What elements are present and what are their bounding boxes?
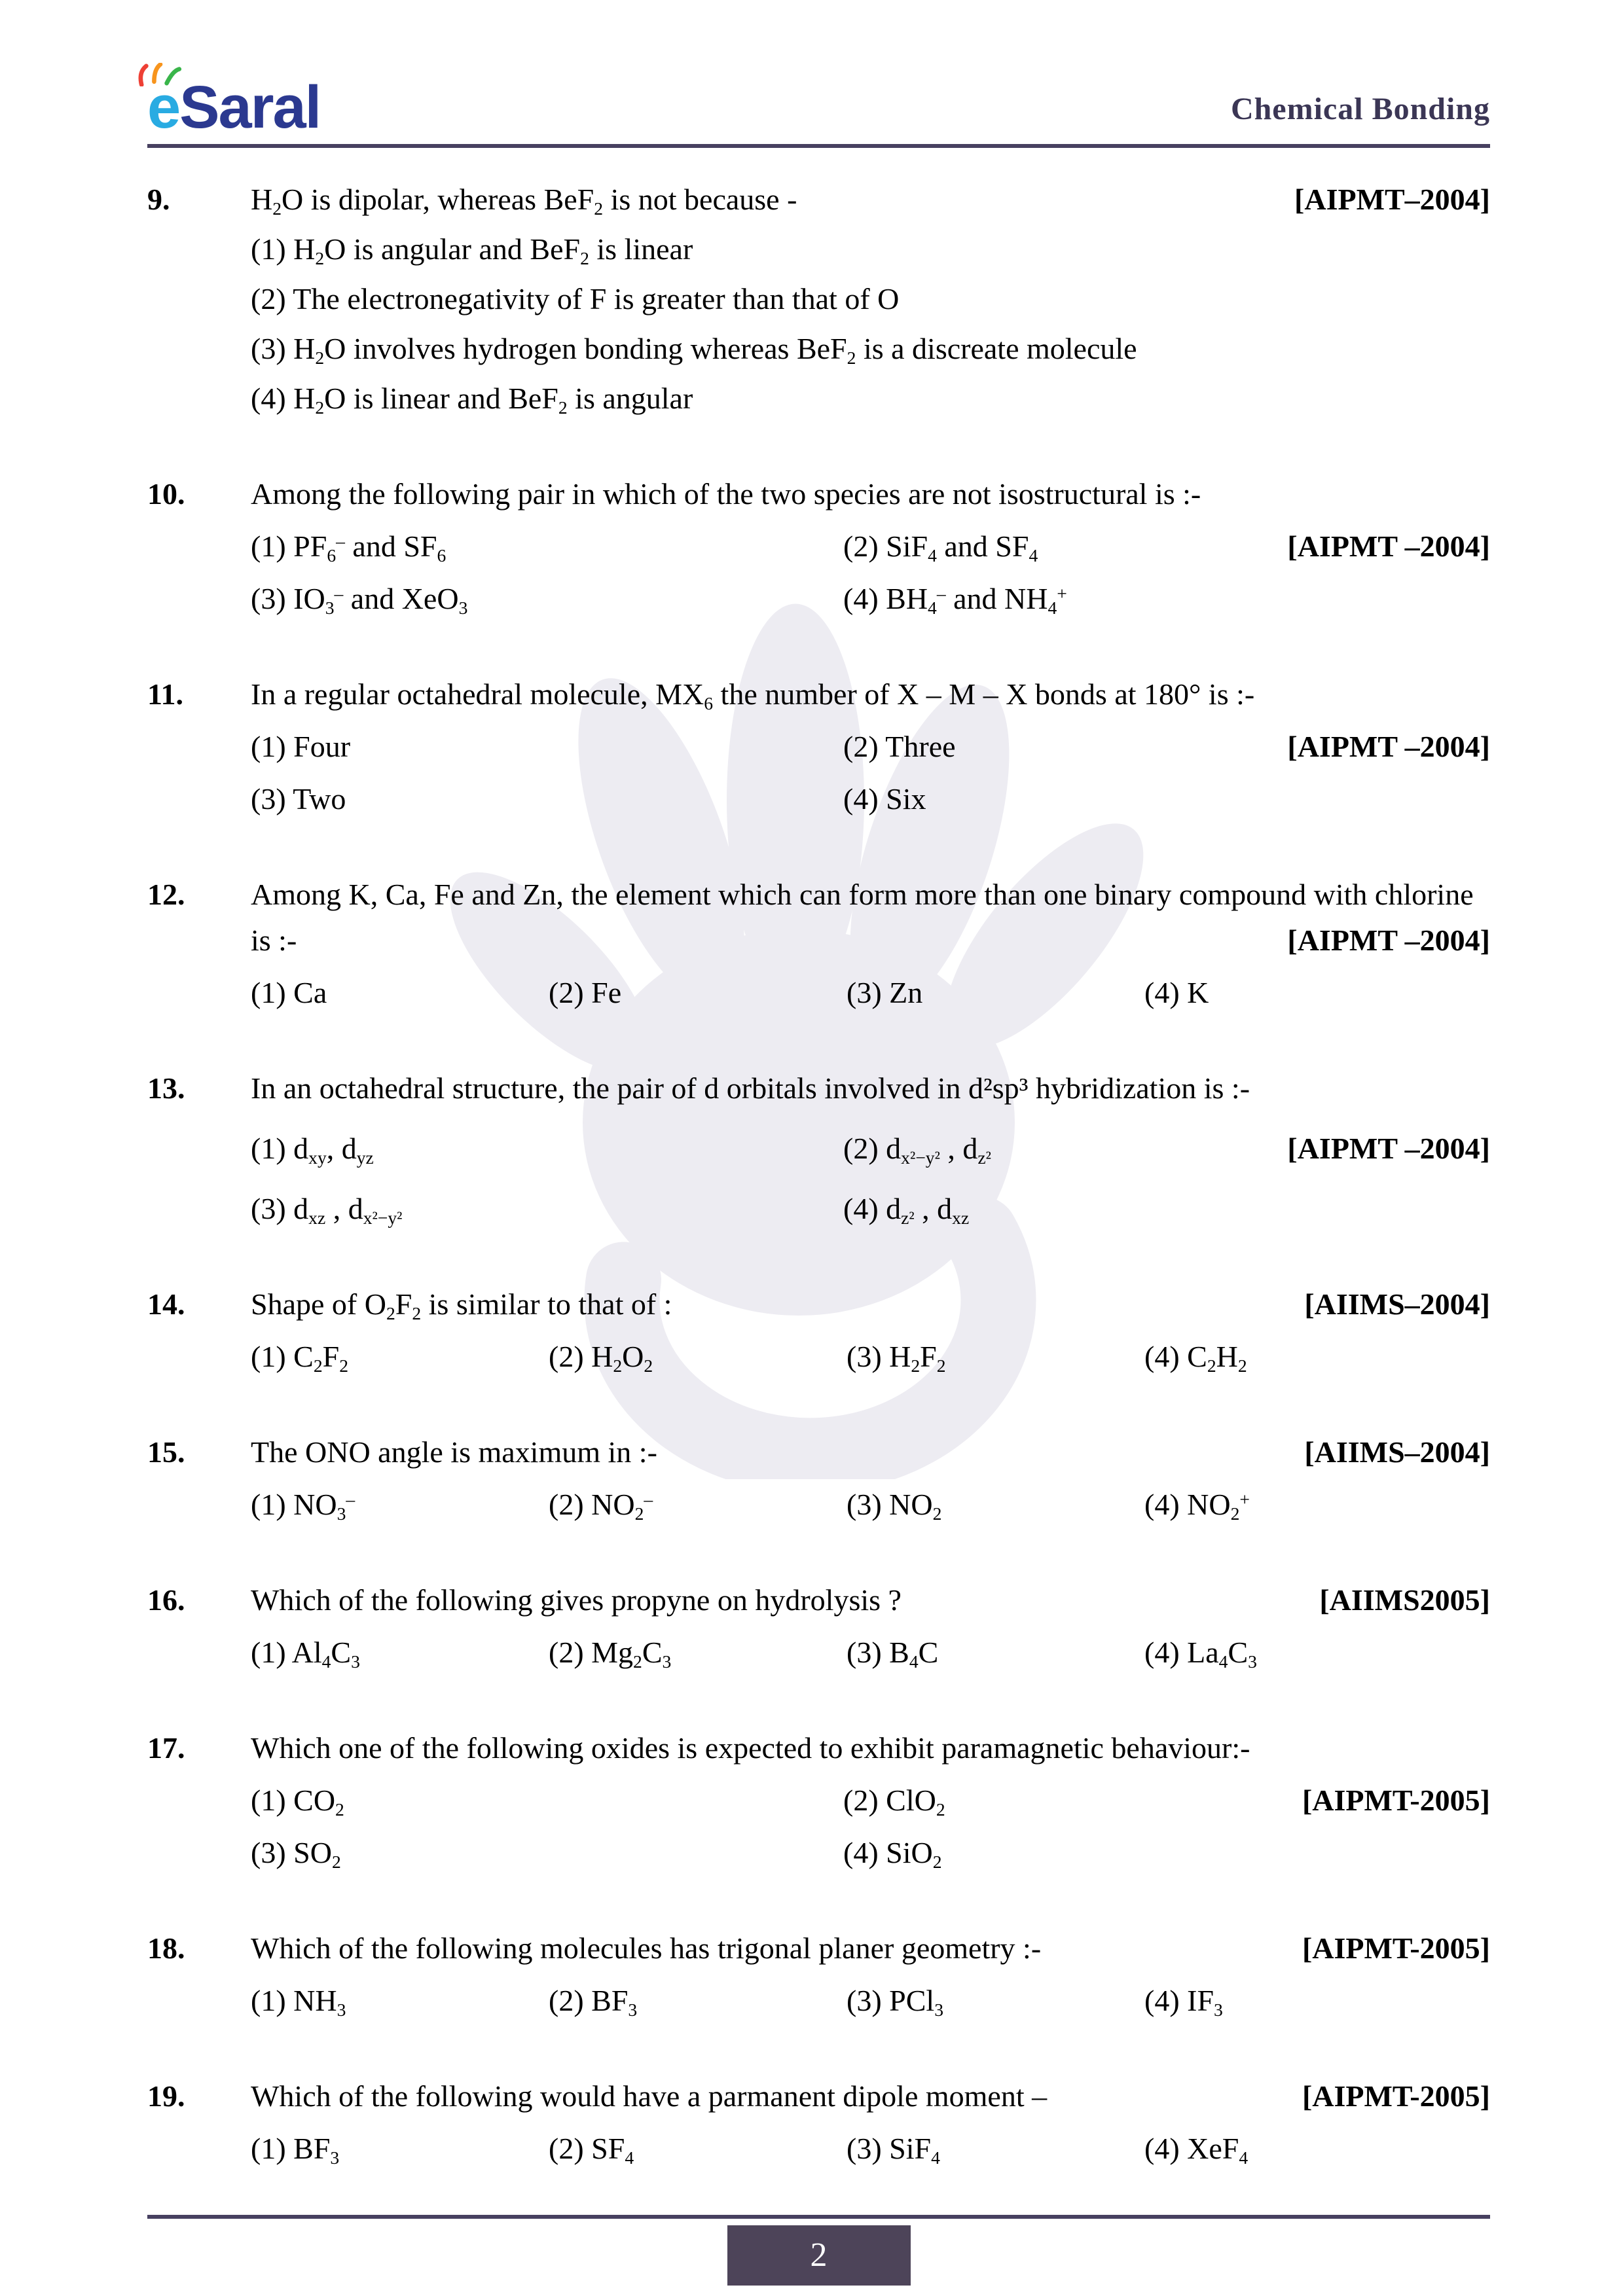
option-3: (3) $IO_3^-$ and XeO$_3$ <box>251 582 468 618</box>
question-text: The ONO angle is maximum in :- <box>251 1435 657 1469</box>
question-text: Among K, Ca, Fe and Zn, the element which can form more than one binary compound with chlorine is :- <box>251 878 1474 957</box>
exam-tag: [AIPMT–2004] <box>1294 183 1490 216</box>
exam-tag: [AIPMT –2004] <box>1287 1132 1490 1165</box>
option-4: (4) $NO_2^+$ <box>1144 1488 1250 1524</box>
options-row <box>251 1482 1490 1528</box>
question-9 <box>147 177 1490 422</box>
options-row <box>251 724 1490 770</box>
options-row <box>251 1630 1490 1676</box>
option-2: (2) $d_{x^2-y^2}$ , $d_{z^2}$ <box>843 1132 991 1168</box>
option-2: (2) SiF$_4$ and $SF_4$ <box>843 529 1038 565</box>
question-number: 16. <box>147 1583 185 1617</box>
question-text: Among the following pair in which of the two species are not isostructural is :- <box>251 477 1201 511</box>
option-3: (3) PCl$_3$ <box>847 1984 943 2020</box>
exam-tag: [AIPMT-2005] <box>1302 2079 1490 2113</box>
options-row <box>251 1186 1490 1232</box>
question-text: Which of the following would have a parmanent dipole moment – <box>251 2079 1048 2113</box>
question-number: 12. <box>147 878 185 911</box>
option-1: (1) $BF_3$ <box>251 2132 340 2168</box>
footer-divider <box>147 2215 1490 2219</box>
options-row <box>251 524 1490 569</box>
option-3: (3) $H_2O$ involves hydrogen bonding whereas BeF$_2$ is a discreate molecule <box>251 332 1137 368</box>
option-2: (2) $H_2O_2$ <box>549 1340 653 1376</box>
question-body <box>251 471 1490 622</box>
option-1: (1) $NH_3$ <box>251 1984 346 2020</box>
option-4: (4) Six <box>843 782 926 816</box>
question-body <box>251 1577 1490 1676</box>
option-2: (2) $NO_2^-$ <box>549 1488 653 1524</box>
exam-tag: [AIIMS–2004] <box>1304 1287 1490 1321</box>
logo-text-saral: Saral <box>179 74 321 141</box>
option-3: (3) $SO_2$ <box>251 1836 341 1872</box>
logo-rays-icon <box>137 63 184 86</box>
page-footer <box>147 2215 1490 2286</box>
question-body <box>251 672 1490 822</box>
question-number: 19. <box>147 2079 185 2113</box>
option-2: (2) $Mg_2C_3$ <box>549 1636 672 1672</box>
question-number: 10. <box>147 477 185 511</box>
option-4: (4) $H_2O$ is linear and BeF$_2$ is angular <box>251 382 693 418</box>
page-header <box>147 74 1490 148</box>
question-16 <box>147 1577 1490 1676</box>
question-18 <box>147 1926 1490 2024</box>
option-4: (4) $BH_4^-$ and $NH_4^+$ <box>843 582 1067 618</box>
question-number: 14. <box>147 1287 185 1321</box>
options-row <box>251 1334 1490 1380</box>
question-text: Which of the following gives propyne on hydrolysis ? <box>251 1583 902 1617</box>
option-2: (2) $SF_4$ <box>549 2132 634 2168</box>
exam-tag: [AIIMS2005] <box>1319 1583 1490 1617</box>
question-body <box>251 1725 1490 1876</box>
option-3: (3) $NO_2$ <box>847 1488 942 1524</box>
option-3: (3) Zn <box>847 976 923 1009</box>
esaral-logo <box>147 74 321 141</box>
exam-tag: [AIPMT –2004] <box>1287 924 1490 957</box>
exam-tag: [AIIMS–2004] <box>1304 1435 1490 1469</box>
question-body <box>251 1066 1490 1232</box>
options-row <box>251 576 1490 622</box>
question-text: $H_2O$ is dipolar, whereas BeF$_2$ is not because - <box>251 183 797 219</box>
options-row <box>251 776 1490 822</box>
option-4: (4) $IF_3$ <box>1144 1984 1223 2020</box>
question-text: Which of the following molecules has trigonal planer geometry :- <box>251 1931 1042 1965</box>
question-11 <box>147 672 1490 822</box>
option-2: (2) $BF_3$ <box>549 1984 638 2020</box>
options-row <box>251 1126 1490 1172</box>
option-2: (2) Fe <box>549 976 622 1009</box>
option-4: (4) K <box>1144 976 1209 1009</box>
question-15 <box>147 1429 1490 1528</box>
question-text: Which one of the following oxides is expected to exhibit paramagnetic behaviour:- <box>251 1731 1250 1765</box>
question-19 <box>147 2073 1490 2172</box>
option-1: (1) Four <box>251 730 351 763</box>
question-13 <box>147 1066 1490 1232</box>
question-body <box>251 1429 1490 1528</box>
option-3: (3) SiF$_4$ <box>847 2132 940 2168</box>
question-12 <box>147 872 1490 1016</box>
option-4: (4) XeF$_4$ <box>1144 2132 1249 2168</box>
question-number: 18. <box>147 1931 185 1965</box>
options <box>251 226 1490 422</box>
exam-tag: [AIPMT –2004] <box>1287 529 1490 563</box>
exam-tag: [AIPMT-2005] <box>1302 1784 1490 1817</box>
options-row <box>251 1978 1490 2024</box>
question-body <box>251 1926 1490 2024</box>
question-body <box>251 2073 1490 2172</box>
options-row <box>251 970 1490 1016</box>
option-1: (1) $CO_2$ <box>251 1784 344 1820</box>
question-body <box>251 177 1490 422</box>
option-2: (2) Three <box>843 730 956 763</box>
option-3: (3) Two <box>251 782 346 816</box>
question-number: 9. <box>147 183 170 216</box>
option-1: (1) $d_{xy}$, $d_{yz}$ <box>251 1132 374 1168</box>
option-1: (1) $C_2F_2$ <box>251 1340 349 1376</box>
option-1: (1) $NO_3^-$ <box>251 1488 356 1524</box>
option-4: (4) $d_{z^2}$ , $d_{xz}$ <box>843 1192 970 1228</box>
option-3: (3) $H_2F_2$ <box>847 1340 946 1376</box>
question-body <box>251 1282 1490 1380</box>
option-1: (1) $Al_4C_3$ <box>251 1636 360 1672</box>
option-4: (4) SiO$_2$ <box>843 1836 942 1872</box>
question-10 <box>147 471 1490 622</box>
exam-tag: [AIPMT-2005] <box>1302 1931 1490 1965</box>
option-2: (2) ClO$_2$ <box>843 1784 945 1820</box>
question-body <box>251 872 1490 1016</box>
option-3: (3) $B_4C$ <box>847 1636 939 1672</box>
question-17 <box>147 1725 1490 1876</box>
option-3: (3) $d_{xz}$ , $d_{x^2-y^2}$ <box>251 1192 403 1228</box>
option-4: (4) $La_4C_3$ <box>1144 1636 1257 1672</box>
option-4: (4) $C_2H_2$ <box>1144 1340 1247 1376</box>
question-number: 15. <box>147 1435 185 1469</box>
options-row <box>251 2126 1490 2172</box>
question-list <box>147 148 1490 2172</box>
question-number: 11. <box>147 677 183 711</box>
page-number-badge: 2 <box>727 2225 911 2286</box>
options-row <box>251 1830 1490 1876</box>
question-14 <box>147 1282 1490 1380</box>
question-number: 17. <box>147 1731 185 1765</box>
logo-text-e: e <box>147 74 180 141</box>
question-text: In an octahedral structure, the pair of d orbitals involved in d²sp³ hybridization is :- <box>251 1071 1250 1105</box>
option-1: (1) Ca <box>251 976 327 1009</box>
option-1: (1) $H_2O$ is angular and BeF$_2$ is linear <box>251 232 693 268</box>
question-text: Shape of $O_2F_2$ is similar to that of : <box>251 1287 672 1323</box>
question-number: 13. <box>147 1071 185 1105</box>
exam-tag: [AIPMT –2004] <box>1287 730 1490 763</box>
option-2: (2) The electronegativity of F is greater than that of O <box>251 282 900 315</box>
page-title: Chemical Bonding <box>1230 92 1490 126</box>
option-1: (1) $PF_6^-$ and $SF_6$ <box>251 529 447 565</box>
question-text: In a regular octahedral molecule, $MX_6$ the number of X – M – X bonds at 180° is :- <box>251 677 1255 713</box>
options-row <box>251 1778 1490 1823</box>
